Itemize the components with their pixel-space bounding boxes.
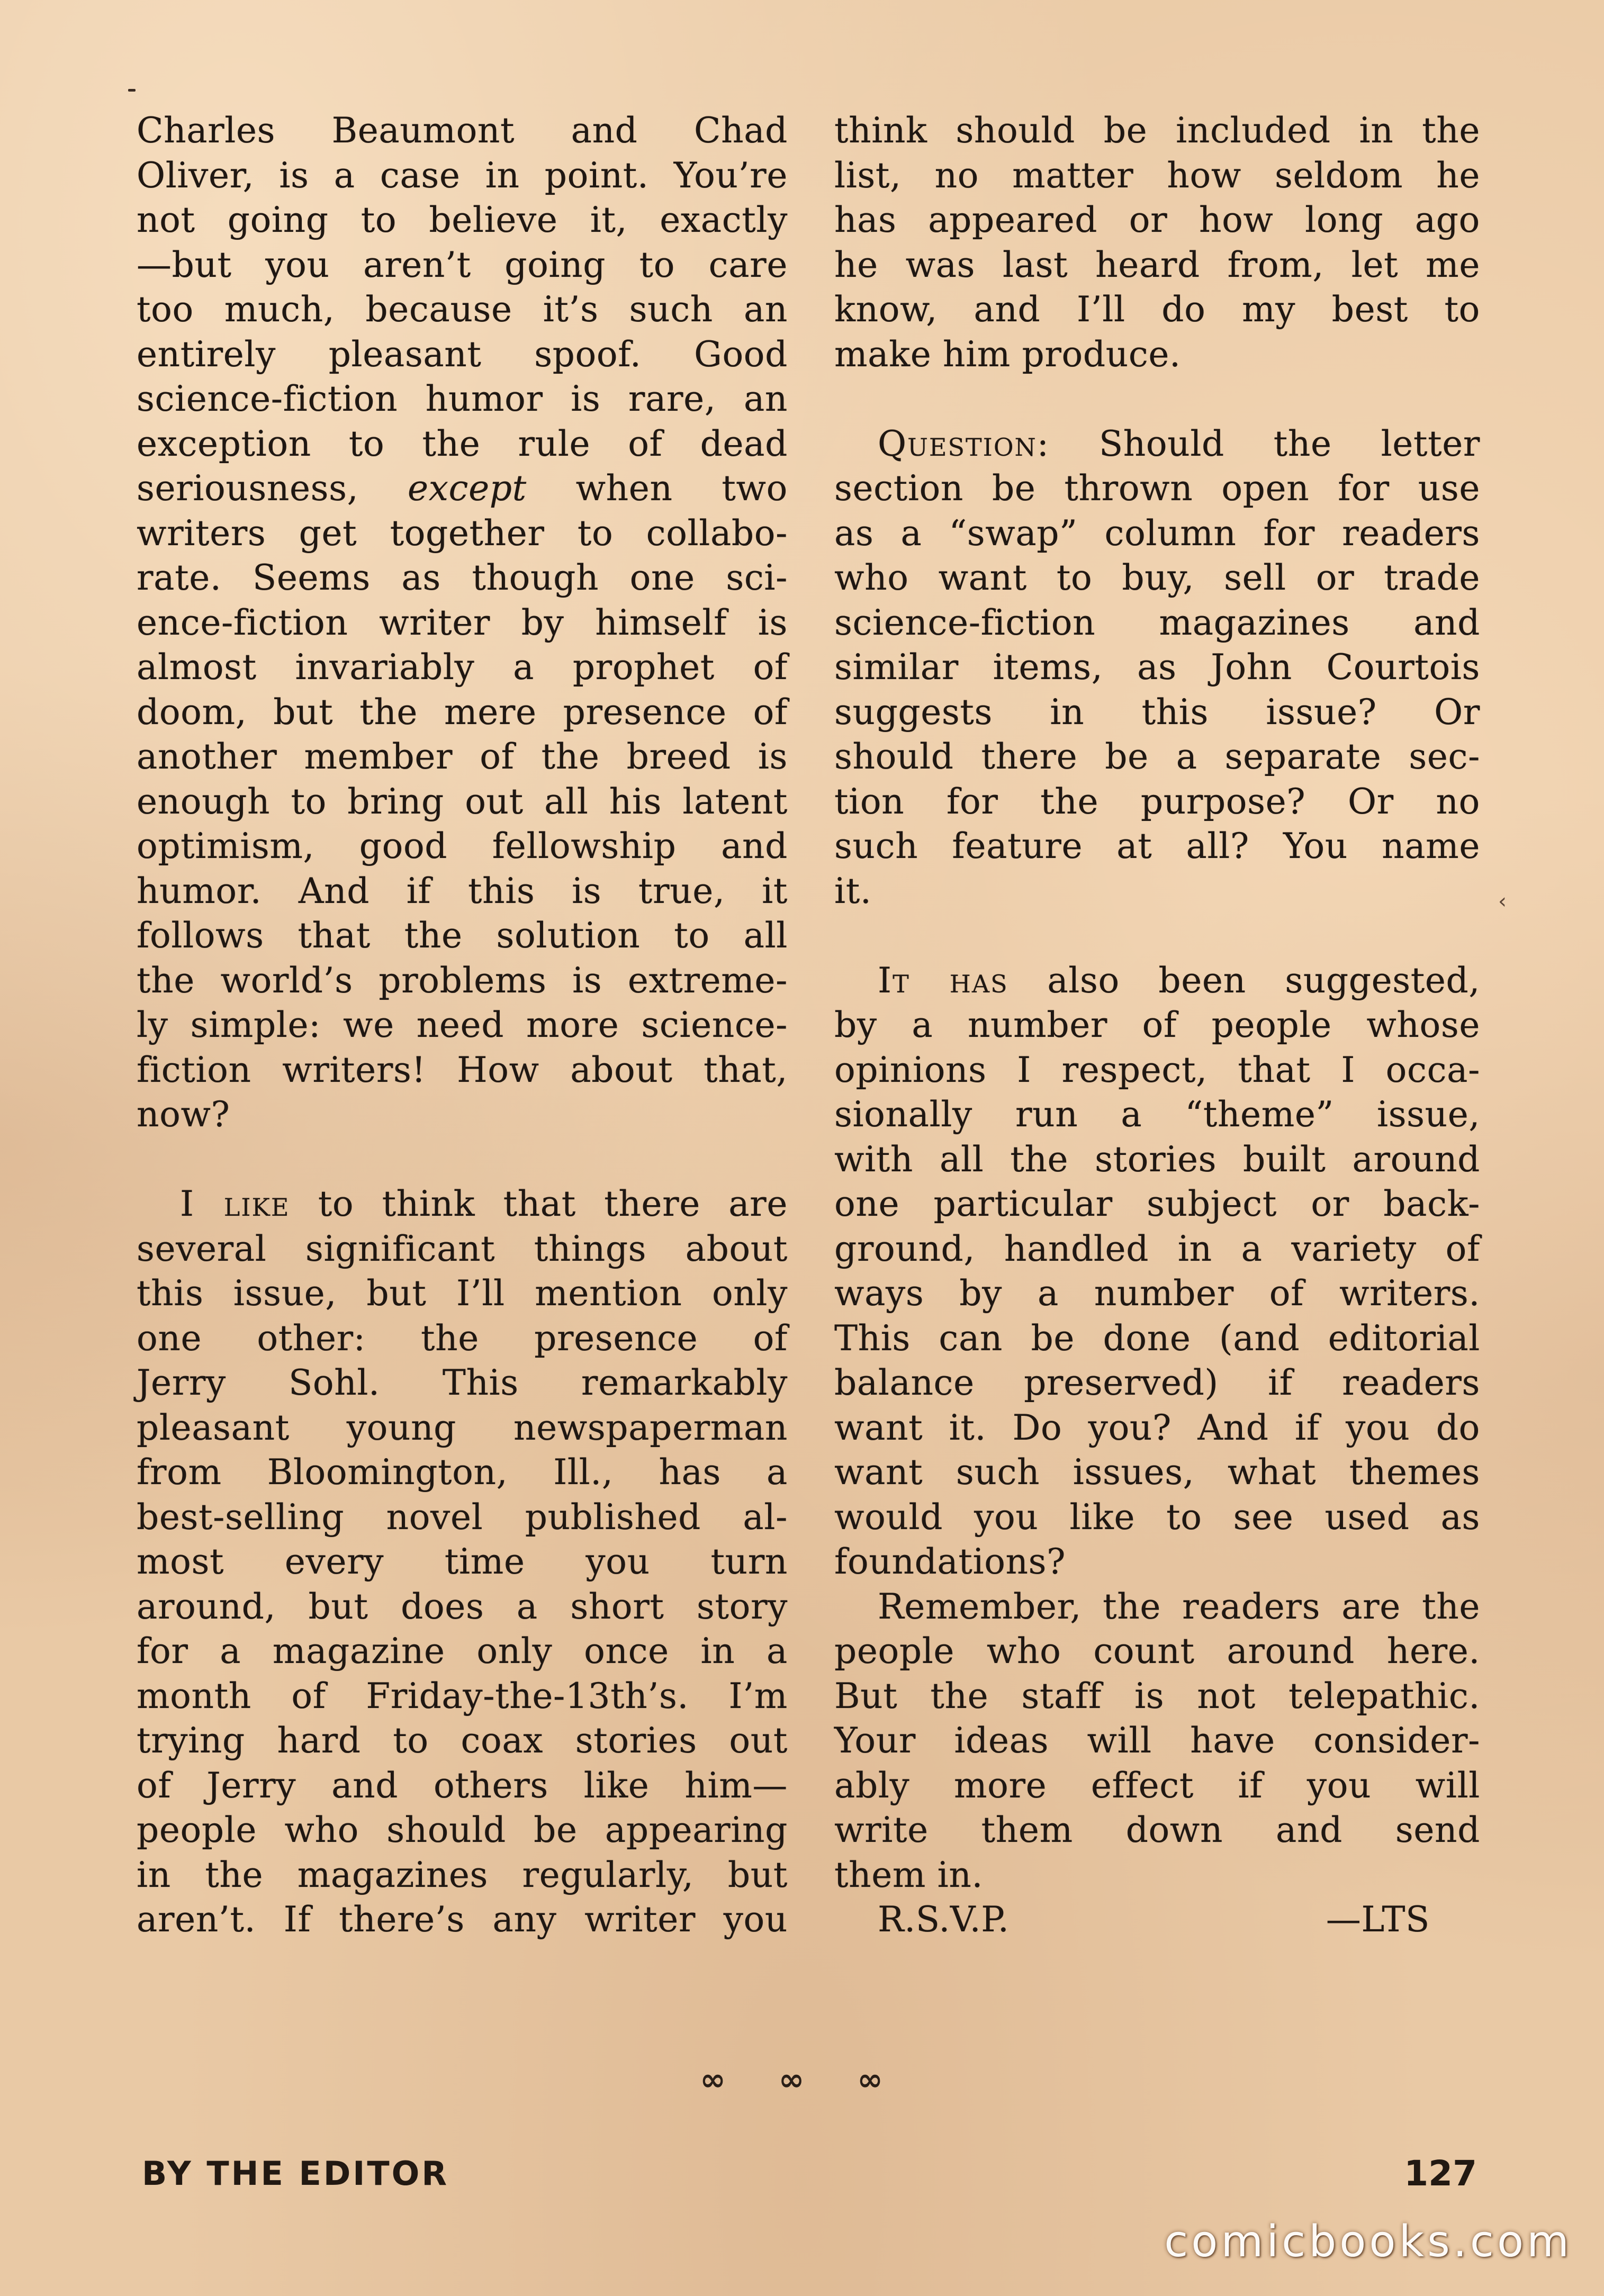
- text-line: list, no matter how seldom he: [834, 155, 1480, 196]
- small-caps-lead: Question:: [878, 423, 1050, 464]
- text-line: But the staff is not telepathic.: [834, 1675, 1480, 1716]
- text-line: ence-fiction writer by himself is: [137, 602, 788, 643]
- text-line: aren’t. If there’s any writer you: [137, 1899, 788, 1940]
- text-line: has appeared or how long ago: [834, 200, 1480, 240]
- text-line: almost invariably a prophet of: [137, 647, 788, 688]
- paragraph-gap: [834, 914, 1480, 959]
- text-line: month of Friday-the-13th’s. I’m: [137, 1675, 788, 1716]
- text-line: another member of the breed is: [137, 736, 788, 777]
- text-line-lead-in: [834, 959, 1480, 1004]
- text-line: he was last heard from, let me: [834, 244, 1480, 285]
- paragraph-gap: [137, 1137, 788, 1182]
- text-line: pleasant young newspaperman: [137, 1407, 788, 1448]
- text-line: enough to bring out all his latent: [137, 781, 788, 822]
- text-line: should there be a separate sec-: [834, 736, 1480, 777]
- text-fragment: also been suggested,: [1047, 960, 1480, 1001]
- text-line: Remember, the readers are the: [878, 1586, 1480, 1627]
- text-line: think should be included in the: [834, 110, 1480, 151]
- text-line: from Bloomington, Ill., has a: [137, 1452, 788, 1493]
- text-line: not going to believe it, exactly: [137, 200, 788, 240]
- text-line: exception to the rule of dead: [137, 423, 788, 464]
- text-line: section be thrown open for use: [834, 468, 1480, 509]
- text-line: humor. And if this is true, it: [137, 870, 788, 911]
- text-line: science-fiction humor is rare, an: [137, 378, 788, 419]
- text-line: entirely pleasant spoof. Good: [137, 333, 788, 375]
- text-line: the world’s problems is extreme-: [137, 960, 788, 1001]
- text-line: tion for the purpose? Or no: [834, 781, 1480, 822]
- right-column: [834, 109, 1480, 1942]
- text-line: rate. Seems as though one sci-: [137, 557, 788, 598]
- text-line-lead-in: [834, 422, 1480, 467]
- stray-mark: [128, 89, 136, 92]
- section-separator: ∞ ∞ ∞: [700, 2062, 904, 2098]
- text-line: by a number of people whose: [834, 1005, 1480, 1045]
- text-line: people who should be appearing: [137, 1810, 788, 1850]
- text-line: follows that the solution to all: [137, 915, 788, 956]
- text-line: similar items, as John Courtois: [834, 647, 1480, 688]
- text-line: ly simple: we need more science-: [137, 1005, 788, 1045]
- running-footer-title: BY THE EDITOR: [142, 2154, 449, 2193]
- text-line: them in.: [834, 1854, 984, 1895]
- text-line: now?: [137, 1094, 230, 1135]
- text-fragment: Should the letter: [1098, 423, 1480, 464]
- text-line: best-selling novel published al-: [137, 1496, 788, 1538]
- text-line: opinions I respect, that I occa-: [834, 1049, 1480, 1090]
- signoff-line: [834, 1897, 1480, 1942]
- text-line: such feature at all? You name: [834, 826, 1480, 866]
- text-line: most every time you turn: [137, 1541, 788, 1582]
- text-line: for a magazine only once in a: [137, 1631, 788, 1671]
- text-line: of Jerry and others like him—: [137, 1765, 788, 1806]
- text-line: trying hard to coax stories out: [137, 1720, 788, 1761]
- text-line: This can be done (and editorial: [834, 1317, 1480, 1359]
- text-line: ground, handled in a variety of: [834, 1228, 1480, 1269]
- text-line: Charles Beaumont and Chad: [137, 110, 788, 151]
- editor-signature: —LTS: [1326, 1899, 1430, 1940]
- text-line: with all the stories built around: [834, 1138, 1480, 1180]
- text-line: ways by a number of writers.: [834, 1273, 1480, 1314]
- italic-word: except: [408, 468, 527, 509]
- small-caps-lead: It has: [878, 960, 1008, 1001]
- text-line: optimism, good fellowship and: [137, 826, 788, 866]
- small-caps-lead: I like: [180, 1183, 290, 1224]
- text-line: want such issues, what themes: [834, 1452, 1480, 1493]
- text-line: this issue, but I’ll mention only: [137, 1273, 788, 1314]
- text-line: would you like to see used as: [834, 1496, 1480, 1538]
- watermark-logo: comicbooks.com: [1164, 2217, 1572, 2267]
- text-fragment: seriousness,: [137, 468, 359, 509]
- text-line: who want to buy, sell or trade: [834, 557, 1480, 598]
- text-line: Your ideas will have consider-: [834, 1720, 1480, 1761]
- text-line: —but you aren’t going to care: [137, 244, 788, 285]
- text-line: know, and I’ll do my best to: [834, 289, 1480, 330]
- text-line: as a “swap” column for readers: [834, 512, 1480, 554]
- text-line: too much, because it’s such an: [137, 289, 788, 330]
- text-fragment: to think that there are: [318, 1183, 788, 1224]
- text-line-lead-in: [137, 1182, 788, 1227]
- paragraph-gap: [834, 377, 1480, 422]
- text-line: want it. Do you? And if you do: [834, 1407, 1480, 1448]
- text-line: one particular subject or back-: [834, 1183, 1480, 1224]
- text-line: make him produce.: [834, 333, 1181, 375]
- text-line: suggests in this issue? Or: [834, 691, 1480, 733]
- text-line: sionally run a “theme” issue,: [834, 1094, 1480, 1135]
- left-column: [137, 109, 788, 1942]
- text-line: write them down and send: [834, 1810, 1480, 1850]
- rsvp-text: R.S.V.P.: [878, 1899, 1010, 1940]
- text-line: Jerry Sohl. This remarkably: [137, 1362, 788, 1403]
- text-line: ably more effect if you will: [834, 1765, 1480, 1806]
- text-fragment: when two: [575, 468, 788, 509]
- text-line: several significant things about: [137, 1228, 788, 1269]
- text-line: writers get together to collabo-: [137, 512, 788, 554]
- text-line: fiction writers! How about that,: [137, 1049, 788, 1090]
- text-line: foundations?: [834, 1541, 1066, 1582]
- text-line: one other: the presence of: [137, 1317, 788, 1359]
- text-line: balance preserved) if readers: [834, 1362, 1480, 1403]
- text-line: it.: [834, 870, 872, 911]
- text-line: around, but does a short story: [137, 1586, 788, 1627]
- text-line: Oliver, is a case in point. You’re: [137, 155, 788, 196]
- page-number: 127: [1404, 2153, 1477, 2194]
- text-line: people who count around here.: [834, 1631, 1480, 1671]
- chevron-left-icon: ‹: [1498, 889, 1507, 914]
- text-line: in the magazines regularly, but: [137, 1854, 788, 1895]
- text-line: science-fiction magazines and: [834, 602, 1480, 643]
- text-line-with-italic: [137, 466, 788, 511]
- text-line: doom, but the mere presence of: [137, 691, 788, 733]
